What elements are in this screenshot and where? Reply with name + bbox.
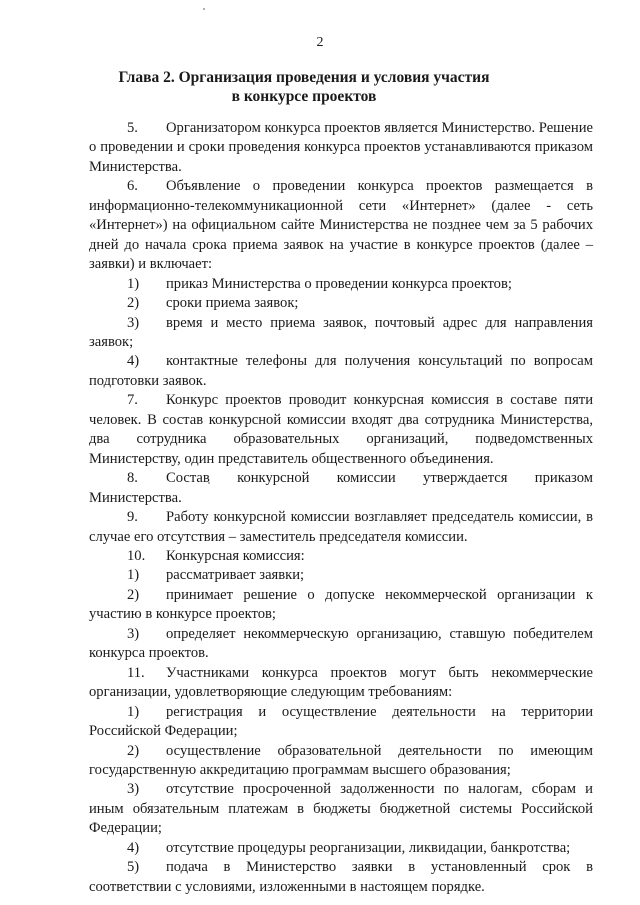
chapter-title: Глава 2. Организация проведения и условия участия в конкурсе проектов: [118, 69, 490, 105]
paragraph-9: 9. Работу конкурсной комиссии возглавляет председатель комиссии, в случае его отсутствия – заместитель председателя комиссии.: [89, 509, 593, 545]
body-text: [89, 119, 593, 897]
paragraph-11: 11. Участниками конкурса проектов могут быть некоммерческие организации, удовлетворяющие следующим требованиям:: [89, 664, 593, 701]
list-item: 2) принимает решение о допуске некоммерческой организации к участию в конкурсе проектов;: [89, 586, 593, 623]
scan-speck: [203, 8, 205, 10]
list-item: 1) регистрация и осуществление деятельности на территории Российской Федерации;: [89, 703, 593, 740]
paragraph-6: 6. Объявление о проведении конкурса проектов размещается в информационно-телекоммуникационной сети «Интернет» (далее - сеть «Интернет») на официальном сайте Министерства не позднее чем за 5 рабочих дней до начала срока приема заявок на участие в конкурсе проектов (далее – заявки) и включает:: [89, 178, 593, 273]
list-item: 1) приказ Министерства о проведении конкурса проектов;: [127, 275, 512, 292]
list-item: 3) время и место приема заявок, почтовый адрес для направления заявок;: [89, 314, 593, 350]
paragraph-8: 8. Состав конкурсной комиссии утверждается приказом Министерства.: [89, 470, 593, 506]
list-item: 4) контактные телефоны для получения консультаций по вопросам подготовки заявок.: [89, 353, 593, 389]
list-item: 2) сроки приема заявок;: [127, 295, 299, 312]
list-item: 3) определяет некоммерческую организацию, ставшую победителем конкурса проектов.: [89, 625, 593, 662]
paragraph-5: 5. Организатором конкурса проектов является Министерство. Решение о проведении и сроки проведения конкурса проектов устанавливаются приказом Министерства.: [89, 120, 593, 175]
list-item: 1) рассматривает заявки;: [127, 567, 305, 584]
paragraph-7: 7. Конкурс проектов проводит конкурсная комиссия в составе пяти человек. В состав конкурсной комиссии входят два сотрудника Министерства, два сотрудника образовательных организаций, подведомственных Министерству, один представитель общественного объединения.: [89, 392, 593, 467]
list-item: 5) подача в Министерство заявки в установленный срок в соответствии с условиями, изложенными в настоящем порядке.: [89, 859, 593, 895]
list-item: 3) отсутствие просроченной задолженности по налогам, сборам и иным обязательным платежам в бюджеты бюджетной системы Российской Федерации;: [89, 781, 593, 837]
list-item: 4) отсутствие процедуры реорганизации, ликвидации, банкротства;: [127, 839, 571, 856]
paragraph-10: 10. Конкурсная комиссия:: [127, 547, 305, 564]
list-item: 2) осуществление образовательной деятельности по имеющим государственную аккредитацию программам высшего образования;: [89, 742, 593, 778]
page-number: 2: [316, 35, 324, 50]
